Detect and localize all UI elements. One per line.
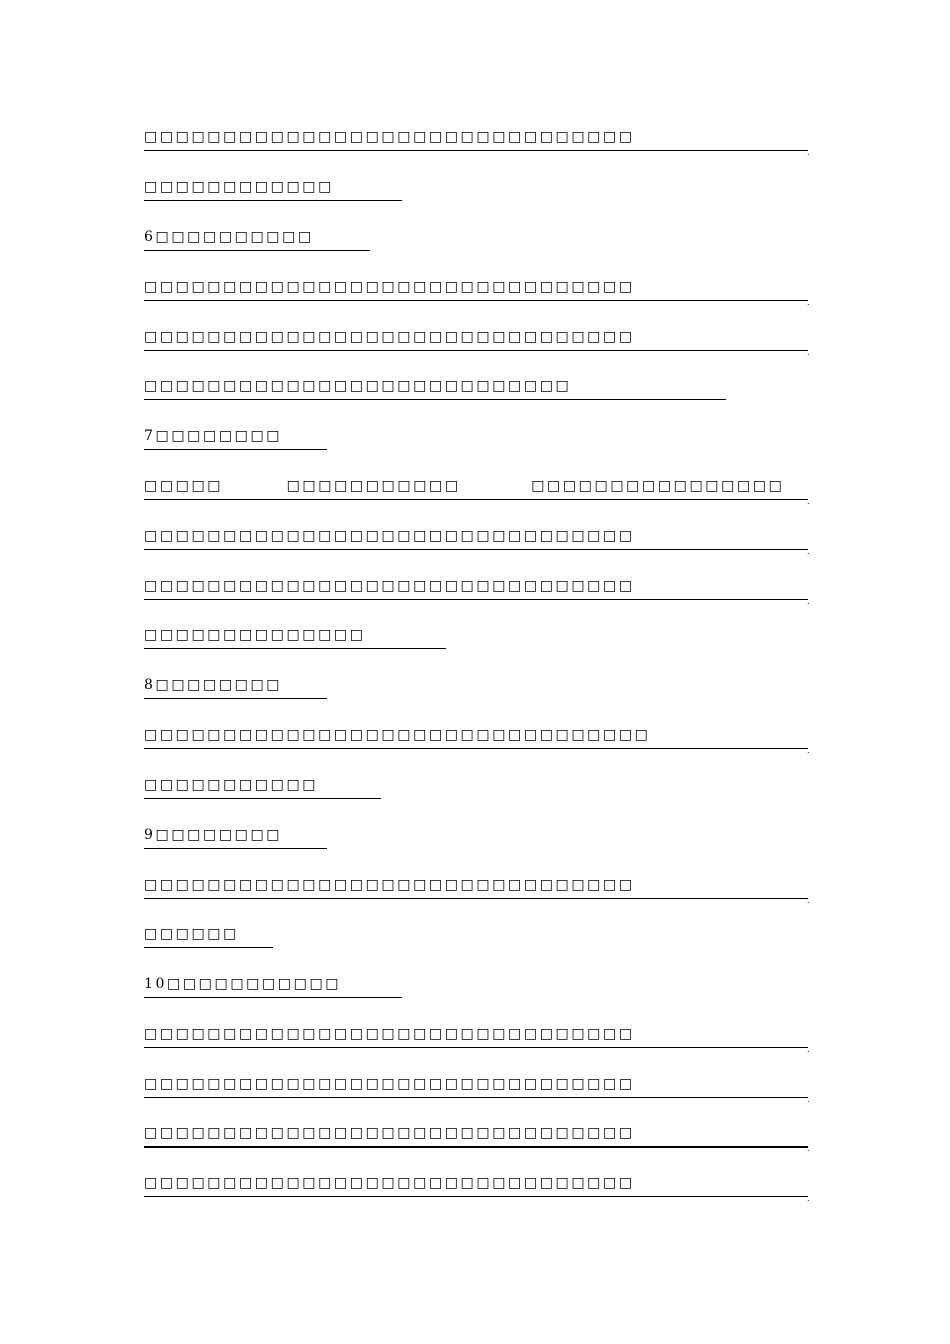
underline-rule — [144, 898, 808, 899]
underline-rule — [144, 798, 381, 799]
line-text: □□□□□□□□□□□ — [144, 777, 319, 793]
line-end-mark: . — [807, 1095, 810, 1104]
line-end-mark: . — [807, 547, 810, 556]
underline-rule — [144, 1196, 808, 1197]
line-text: □□□□□ □□□□□□□□□□□ □□□□□□□□□□□□□□□□ — [144, 478, 785, 494]
line-text: □□□□□□□□□□□□□□□□□□□□□□□□□□□□□□□ — [144, 129, 635, 145]
line-text: □□□□□□□□□□□□□□□□□□□□□□□□□□□□□□□ — [144, 1175, 635, 1191]
underline-rule — [144, 599, 808, 600]
line-text: □□□□□□ — [144, 926, 239, 942]
line-end-mark: . — [807, 1144, 810, 1153]
underline-rule — [144, 1146, 808, 1148]
underline-rule — [144, 748, 808, 749]
line-end-mark: . — [807, 896, 810, 905]
line-text: □□□□□□□□□□□□□□□□□□□□□□□□□□□ — [144, 378, 572, 394]
underline-rule — [144, 549, 808, 550]
line-end-mark: . — [807, 298, 810, 307]
line-text: □□□□□□□□□□□□□□□□□□□□□□□□□□□□□□□ — [144, 1026, 635, 1042]
section-heading: 9□□□□□□□□ — [144, 827, 283, 843]
line-text: □□□□□□□□□□□□□□□□□□□□□□□□□□□□□□□ — [144, 329, 635, 345]
line-text: □□□□□□□□□□□□□□□□□□□□□□□□□□□□□□□ — [144, 1076, 635, 1092]
section-heading: 7□□□□□□□□ — [144, 428, 283, 444]
underline-rule — [144, 997, 402, 998]
underline-rule — [144, 1047, 808, 1048]
line-text: □□□□□□□□□□□□□□□□□□□□□□□□□□□□□□□ — [144, 1125, 635, 1141]
underline-rule — [144, 250, 370, 251]
underline-rule — [144, 1097, 808, 1098]
line-text: □□□□□□□□□□□□□□ — [144, 627, 366, 643]
underline-rule — [144, 300, 808, 301]
line-text: □□□□□□□□□□□□ — [144, 179, 334, 195]
underline-rule — [144, 150, 808, 151]
underline-rule — [144, 399, 726, 400]
line-text: □□□□□□□□□□□□□□□□□□□□□□□□□□□□□□□ — [144, 578, 635, 594]
section-heading: 8□□□□□□□□ — [144, 677, 283, 693]
line-text: □□□□□□□□□□□□□□□□□□□□□□□□□□□□□□□ — [144, 877, 635, 893]
line-end-mark: . — [807, 746, 810, 755]
underline-rule — [144, 350, 808, 351]
line-end-mark: . — [807, 348, 810, 357]
line-end-mark: . — [807, 497, 810, 506]
underline-rule — [144, 200, 402, 201]
line-end-mark: . — [807, 1045, 810, 1054]
section-heading: 10□□□□□□□□□□□ — [144, 976, 342, 992]
line-text: □□□□□□□□□□□□□□□□□□□□□□□□□□□□□□□□ — [144, 727, 651, 743]
underline-rule — [144, 648, 446, 649]
underline-rule — [144, 449, 327, 450]
line-text: □□□□□□□□□□□□□□□□□□□□□□□□□□□□□□□ — [144, 528, 635, 544]
underline-rule — [144, 848, 327, 849]
section-heading: 6□□□□□□□□□□ — [144, 229, 314, 245]
line-text: □□□□□□□□□□□□□□□□□□□□□□□□□□□□□□□ — [144, 279, 635, 295]
line-end-mark: . — [807, 1194, 810, 1203]
underline-rule — [144, 499, 808, 500]
line-end-mark: . — [807, 148, 810, 157]
underline-rule — [144, 947, 273, 948]
line-end-mark: . — [807, 597, 810, 606]
underline-rule — [144, 698, 327, 699]
